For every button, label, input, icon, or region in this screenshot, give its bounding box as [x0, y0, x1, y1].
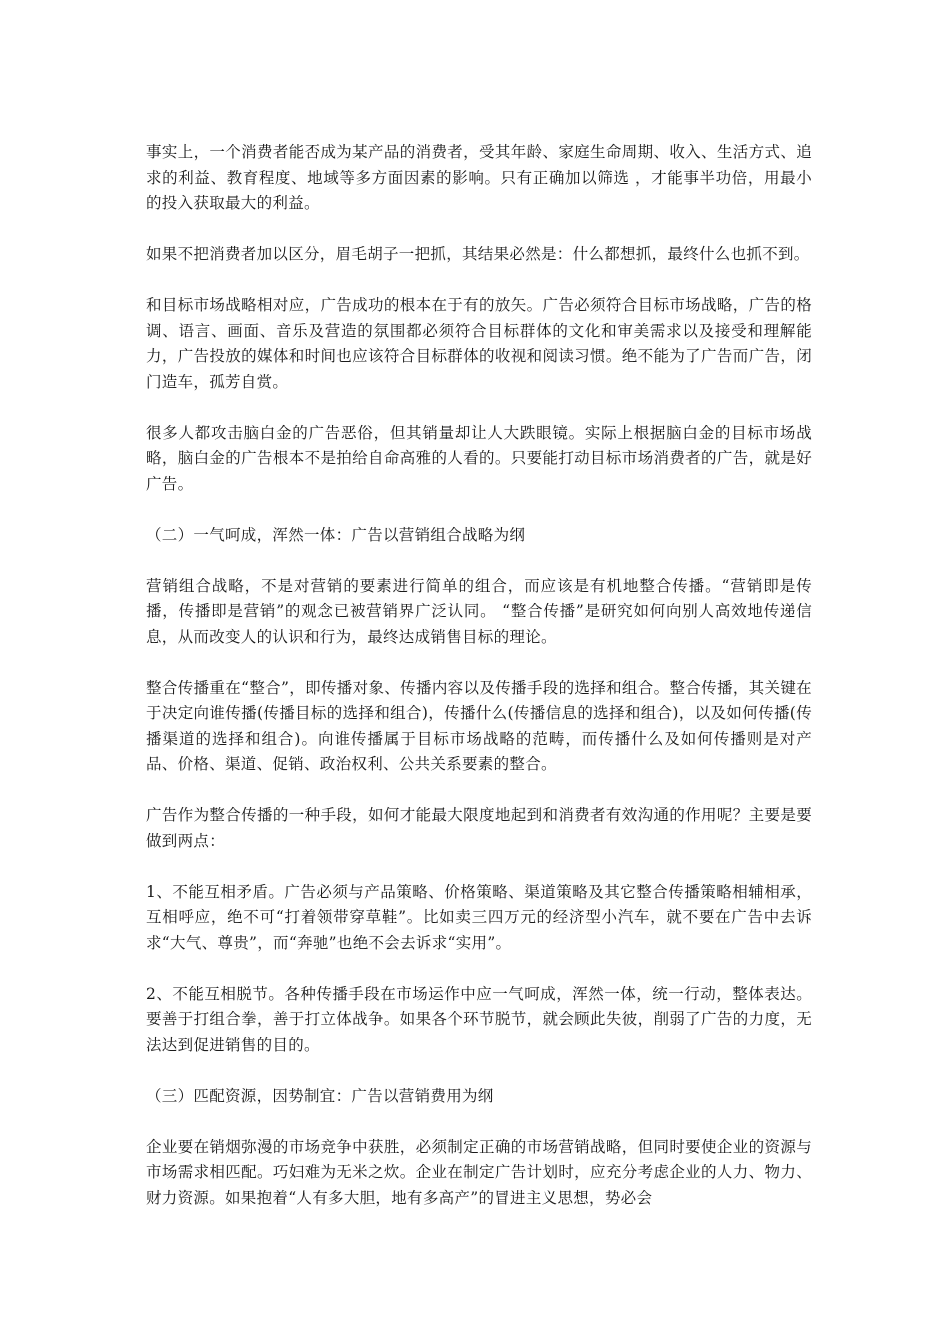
paragraph-resources: 企业要在销烟弥漫的市场竞争中获胜，必须制定正确的市场营销战略，但同时要使企业的资源与市场需求相匹配。巧妇难为无米之炊。企业在制定广告计划时，应充分考虑企业的人力、物力、财力资源。如果抱着“人有多大胆，地有多高产”的冒进主义思想，势必会	[146, 1137, 812, 1207]
document-body	[146, 140, 812, 1237]
paragraph-consumer-factors: 事实上，一个消费者能否成为某产品的消费者，受其年龄、家庭生命周期、收入、生活方式、追求的利益、教育程度、地域等多方面因素的影响。只有正确加以筛选 ，才能事半功倍，用最小的投入获取最大的利益。	[146, 143, 812, 212]
list-item-2: 2、不能互相脱节。各种传播手段在市场运作中应一气呵成，浑然一体，统一行动，整体表达。要善于打组合拳，善于打立体战争。如果各个环节脱节，就会顾此失彼，削弱了广告的力度，无法达到促进销售的目的。	[146, 984, 812, 1054]
paragraph-two-points: 广告作为整合传播的一种手段，如何才能最大限度地起到和消费者有效沟通的作用呢？主要是要做到两点：	[146, 806, 812, 850]
section-heading-3: （三）匹配资源，因势制宜：广告以营销费用为纲	[146, 1086, 494, 1105]
paragraph-marketing-mix: 营销组合战略，不是对营销的要素进行简单的组合，而应该是有机地整合传播。“营销即是传播，传播即是营销”的观念已被营销界广泛认同。 “整合传播”是研究如何向别人高效地传递信息，从而改变人的认识和行为，最终达成销售目标的理论。	[146, 576, 812, 646]
paragraph-target-market: 和目标市场战略相对应，广告成功的根本在于有的放矢。广告必须符合目标市场战略，广告的格调、语言、画面、音乐及营造的氛围都必须符合目标群体的文化和审美需求以及接受和理解能力，广告投放的媒体和时间也应该符合目标群体的收视和阅读习惯。绝不能为了广告而广告，闭门造车，孤芳自赏。	[146, 296, 812, 391]
section-heading-2: （二）一气呵成，浑然一体：广告以营销组合战略为纲	[146, 525, 526, 544]
paragraph-integrated-communication: 整合传播重在“整合”，即传播对象、传播内容以及传播手段的选择和组合。整合传播，其关键在于决定向谁传播(传播目标的选择和组合)，传播什么(传播信息的选择和组合)，以及如何传播(传播渠道的选择和组合)。向谁传播属于目标市场战略的范畴，而传播什么及如何传播则是对产品、价格、渠道、促销、政治权利、公共关系要素的整合。	[146, 678, 812, 773]
list-item-1: 1、不能互相矛盾。广告必须与产品策略、价格策略、渠道策略及其它整合传播策略相辅相承，互相呼应，绝不可“打着领带穿草鞋”。比如卖三四万元的经济型小汽车，就不要在广告中去诉求“大气、尊贵”，而“奔驰”也绝不会去诉求“实用”。	[146, 882, 812, 952]
paragraph-naobaijin: 很多人都攻击脑白金的广告恶俗，但其销量却让人大跌眼镜。实际上根据脑白金的目标市场战略，脑白金的广告根本不是拍给自命高雅的人看的。只要能打动目标市场消费者的广告，就是好广告。	[146, 423, 812, 493]
paragraph-distinguish-consumers: 如果不把消费者加以区分，眉毛胡子一把抓，其结果必然是：什么都想抓，最终什么也抓不到。	[146, 245, 810, 263]
